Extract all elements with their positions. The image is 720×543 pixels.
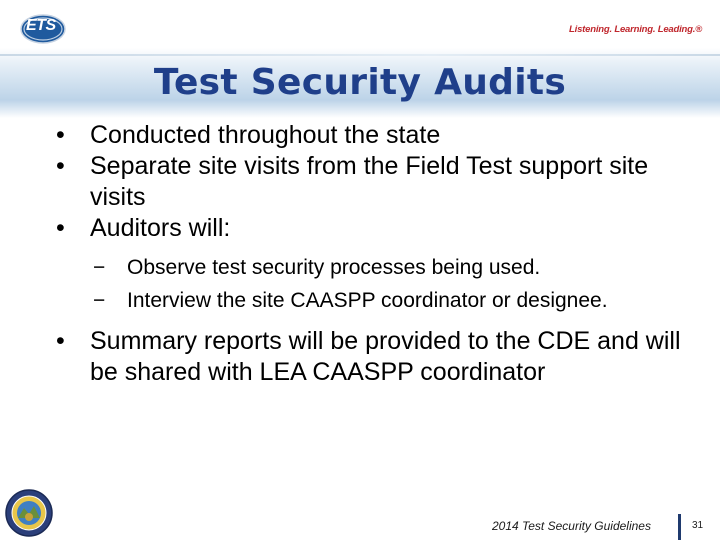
sub-bullet-text: Interview the site CAASPP coordinator or designee. — [127, 289, 608, 312]
bullet-text: Auditors will: — [90, 214, 231, 242]
sub-bullet-item — [52, 254, 692, 281]
sub-bullet-marker: − — [93, 256, 106, 279]
bullet-marker: • — [56, 214, 65, 242]
sub-bullet-text: Observe test security processes being used. — [127, 256, 541, 279]
sub-bullet-item — [52, 287, 692, 314]
state-seal-icon — [4, 488, 54, 538]
ets-logo-text: ETS — [26, 17, 56, 34]
bullet-marker: • — [56, 152, 65, 180]
bullet-marker: • — [56, 121, 65, 149]
bullet-item — [52, 213, 692, 244]
bullet-item — [52, 326, 692, 388]
spacer — [52, 314, 692, 326]
footer-text: 2014 Test Security Guidelines — [492, 519, 651, 533]
page-number: 31 — [692, 520, 704, 531]
slide-title: Test Security Audits — [153, 62, 567, 103]
bullet-marker: • — [56, 327, 65, 355]
bullet-item — [52, 120, 692, 151]
bullet-text: Separate site visits from the Field Test support site visits — [90, 152, 649, 211]
header-divider — [0, 54, 720, 56]
bullet-text: Conducted throughout the state — [90, 121, 441, 149]
sub-bullet-marker: − — [93, 289, 106, 312]
slide-body — [52, 120, 692, 388]
spacer — [52, 244, 692, 254]
tagline: Listening. Learning. Leading.® — [569, 24, 702, 35]
bullet-item — [52, 151, 692, 213]
footer-divider — [678, 514, 681, 540]
bullet-text: Summary reports will be provided to the CDE and will be shared with LEA CAASPP coordinator — [90, 327, 681, 386]
